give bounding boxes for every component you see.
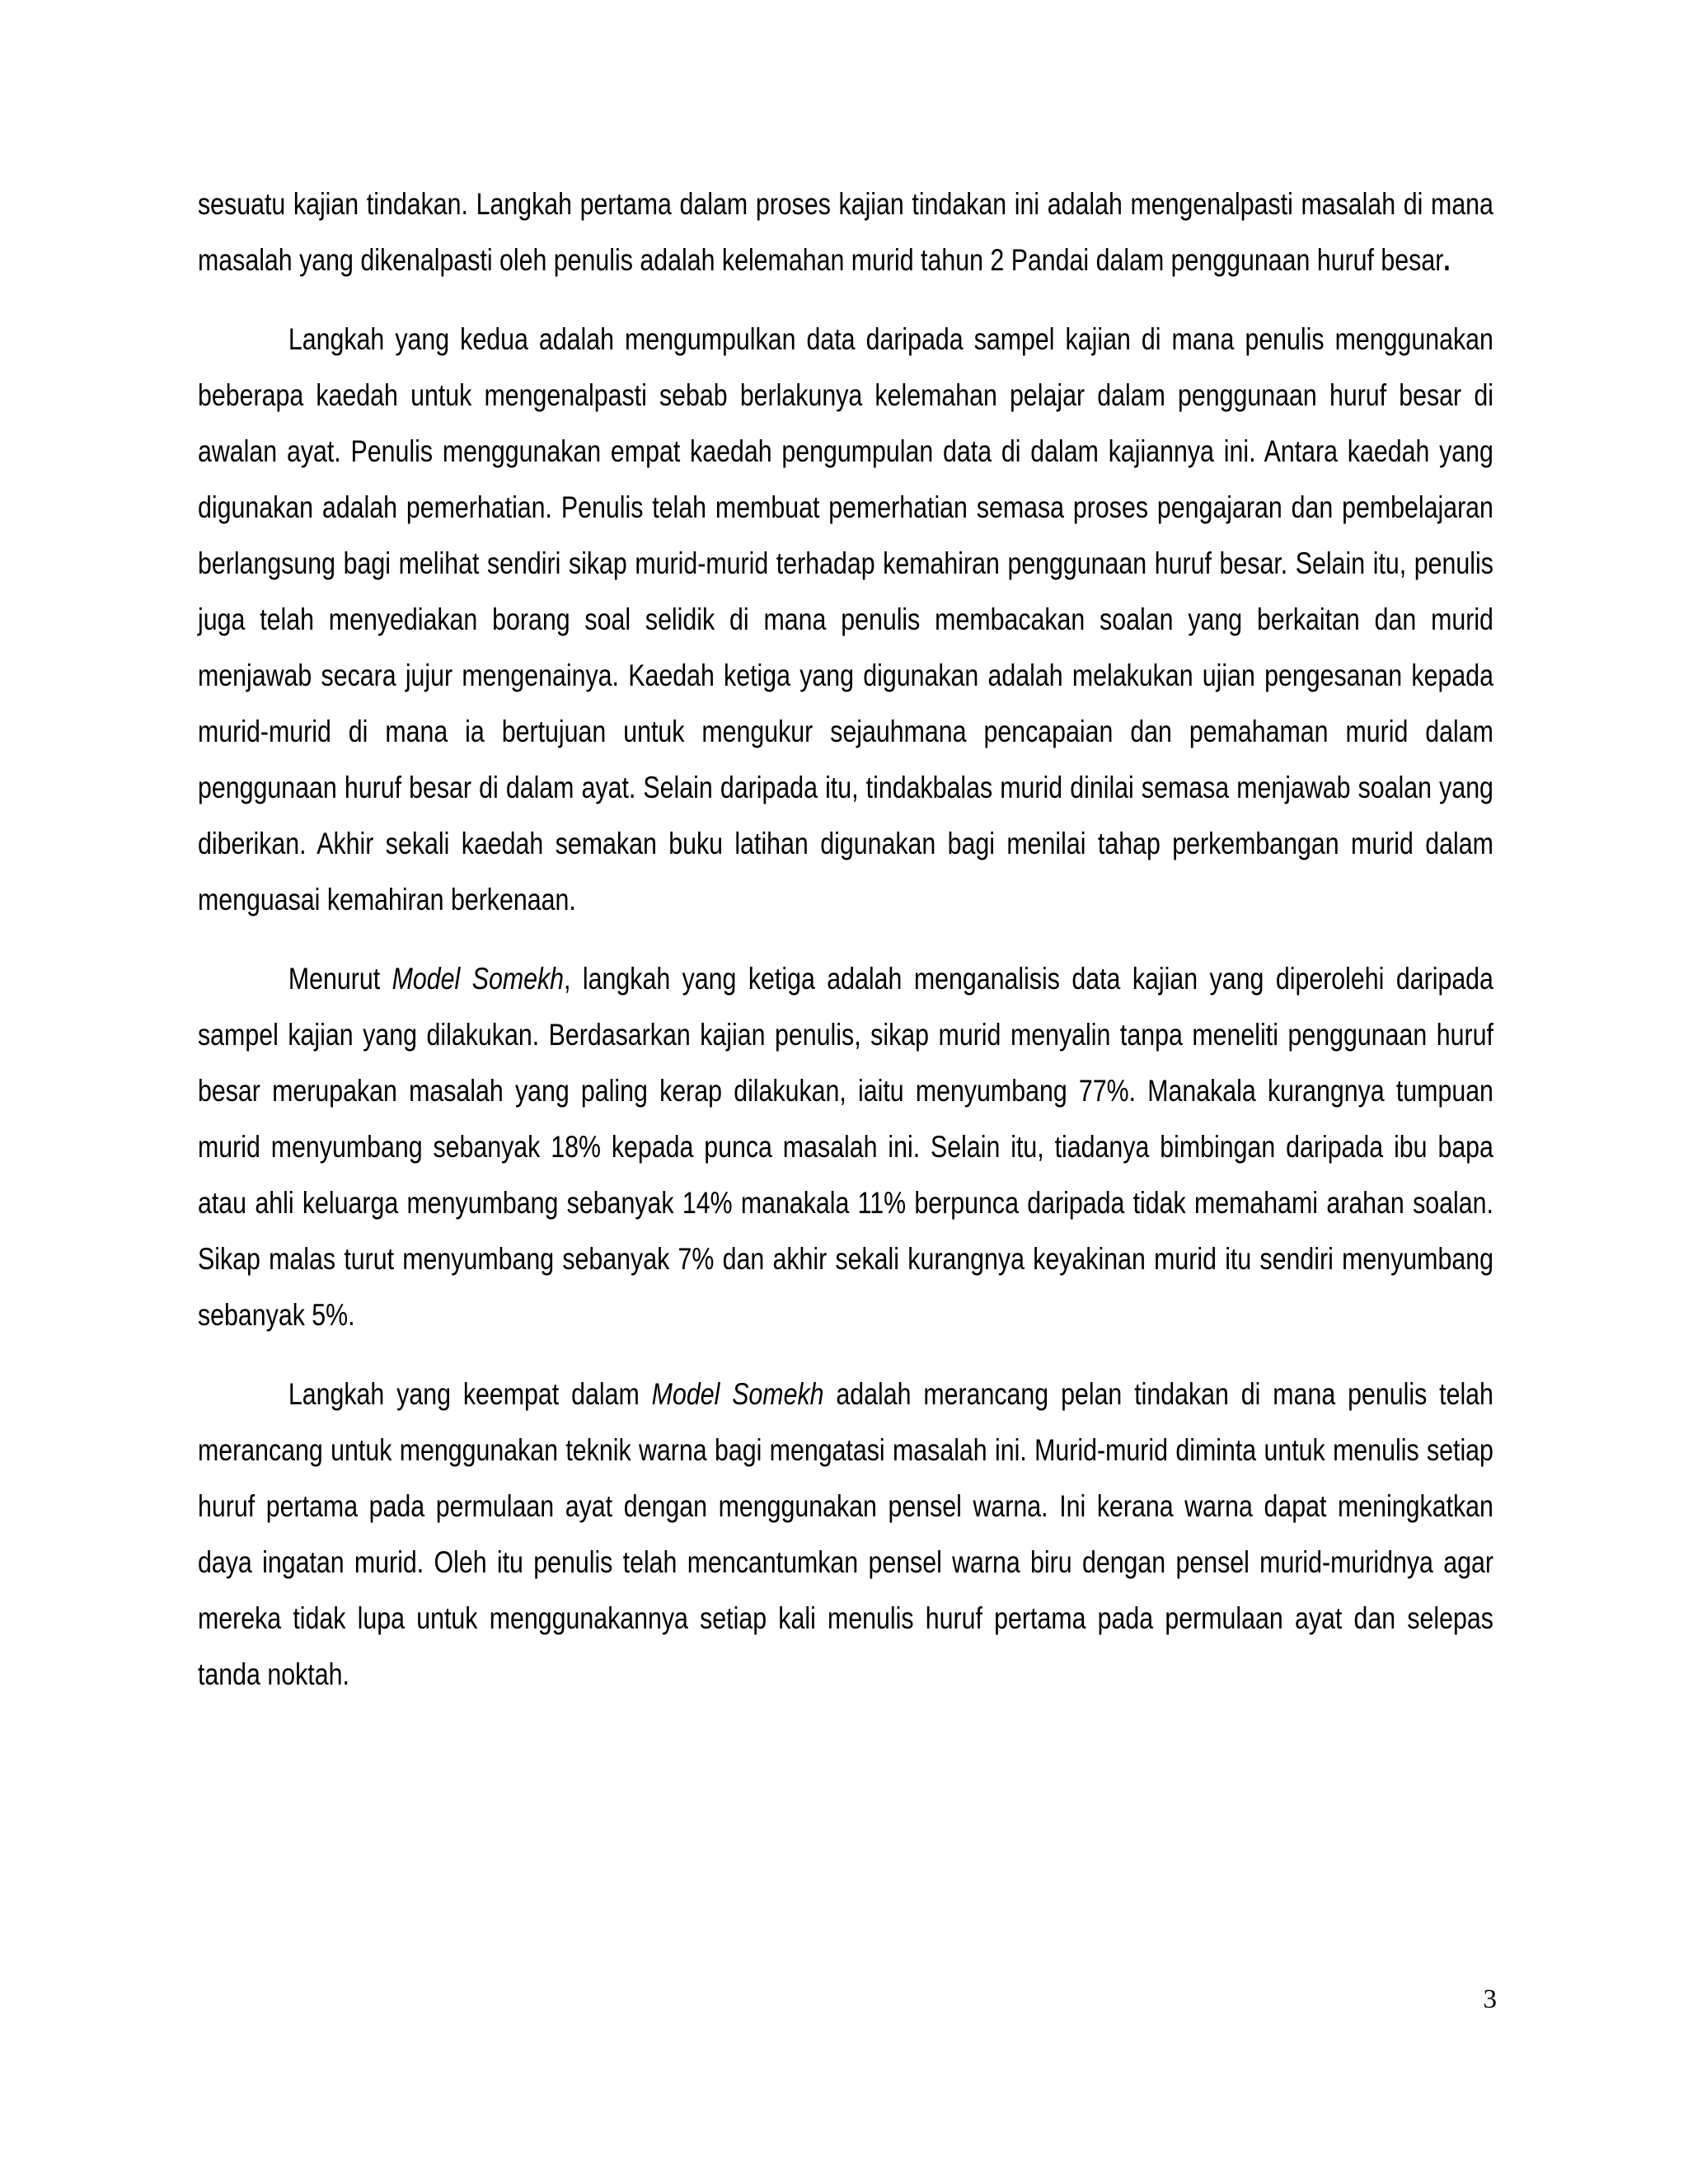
para-3-text-0: Menurut (288, 962, 392, 996)
page-number: 3 (1483, 1985, 1497, 2014)
para-1-text-0: sesuatu kajian tindakan. Langkah pertama dalam proses kajian tindakan ini adalah mengenalpasti masalah di mana masalah yang dikenalpasti oleh penulis adalah kelemahan murid tahun 2 Pandai dalam penggunaan huruf besar (198, 187, 1493, 277)
para-1 (198, 176, 1493, 288)
document-body (198, 176, 1493, 1726)
para-2 (198, 312, 1493, 928)
para-4-text-2: adalah merancang pelan tindakan di mana penulis telah merancang untuk menggunakan teknik warna bagi mengatasi masalah ini. Murid-murid diminta untuk menulis setiap huruf pertama pada permulaan ayat dengan menggunakan pensel warna. Ini kerana warna dapat meningkatkan daya ingatan murid. Oleh itu penulis telah mencantumkan pensel warna biru dengan pensel murid-muridnya agar mereka tidak lupa untuk menggunakannya setiap kali menulis huruf pertama pada permulaan ayat dan selepas tanda noktah. (198, 1377, 1493, 1691)
para-3 (198, 951, 1493, 1343)
para-2-text-0: Langkah yang kedua adalah mengumpulkan data daripada sampel kajian di mana penulis menggunakan beberapa kaedah untuk mengenalpasti sebab berlakunya kelemahan pelajar dalam penggunaan huruf besar di awalan ayat. Penulis menggunakan empat kaedah pengumpulan data di dalam kajiannya ini. Antara kaedah yang digunakan adalah pemerhatian. Penulis telah membuat pemerhatian semasa proses pengajaran dan pembelajaran berlangsung bagi melihat sendiri sikap murid-murid terhadap kemahiran penggunaan huruf besar. Selain itu, penulis juga telah menyediakan borang soal selidik di mana penulis membacakan soalan yang berkaitan dan murid menjawab secara jujur mengenainya. Kaedah ketiga yang digunakan adalah melakukan ujian pengesanan kepada murid-murid di mana ia bertujuan untuk mengukur sejauhmana pencapaian dan pemahaman murid dalam penggunaan huruf besar di dalam ayat. Selain daripada itu, tindakbalas murid dinilai semasa menjawab soalan yang diberikan. Akhir sekali kaedah semakan buku latihan digunakan bagi menilai tahap perkembangan murid dalam menguasai kemahiran berkenaan. (198, 322, 1493, 916)
para-4-italic-term-1: Model Somekh (651, 1377, 824, 1411)
para-1-bold-segment-1: . (1443, 243, 1451, 277)
para-3-text-2: , langkah yang ketiga adalah menganalisis data kajian yang diperolehi daripada sampel kajian yang dilakukan. Berdasarkan kajian penulis, sikap murid menyalin tanpa meneliti penggunaan huruf besar merupakan masalah yang paling kerap dilakukan, iaitu menyumbang 77%. Manakala kurangnya tumpuan murid menyumbang sebanyak 18% kepada punca masalah ini. Selain itu, tiadanya bimbingan daripada ibu bapa atau ahli keluarga menyumbang sebanyak 14% manakala 11% berpunca daripada tidak memahami arahan soalan. Sikap malas turut menyumbang sebanyak 7% dan akhir sekali kurangnya keyakinan murid itu sendiri menyumbang sebanyak 5%. (198, 962, 1493, 1332)
para-4 (198, 1366, 1493, 1703)
para-4-text-0: Langkah yang keempat dalam (288, 1377, 652, 1411)
para-3-italic-term-1: Model Somekh (392, 962, 565, 996)
